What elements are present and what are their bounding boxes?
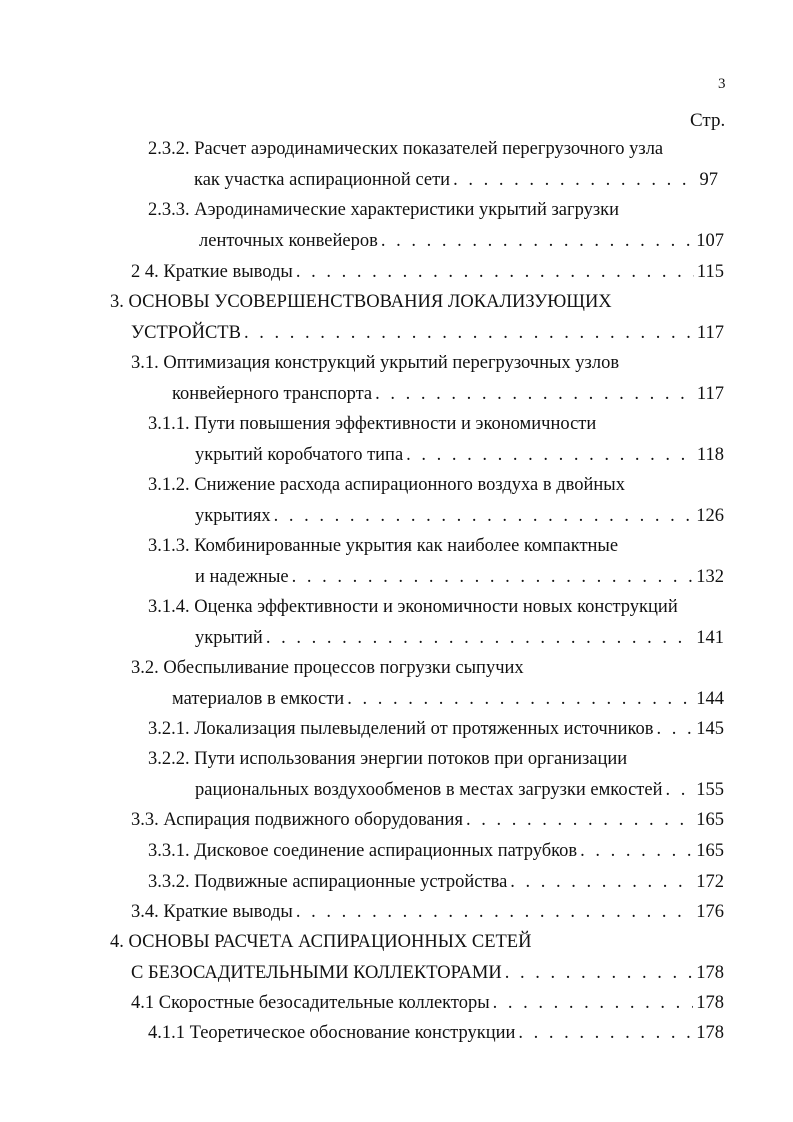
toc-page-number: 145 (696, 719, 724, 739)
toc-line (148, 870, 724, 894)
toc-line-text: 3.1.1. Пути повышения эффективности и экономичности (148, 414, 597, 434)
toc-page-number: 126 (696, 506, 724, 526)
toc-line-text: 2.3.3. Аэродинамические характеристики укрытий загрузки (148, 200, 620, 220)
toc-line (148, 412, 724, 436)
toc-line (131, 961, 724, 985)
toc-page-number: 178 (696, 1023, 724, 1043)
toc-page-number: 176 (696, 902, 724, 922)
toc-line (195, 443, 724, 467)
toc-line (131, 260, 724, 284)
toc-line-text: как участка аспирационной сети (194, 170, 451, 190)
toc-leader-dots (580, 839, 693, 863)
toc-page-number: 107 (696, 231, 724, 251)
toc-line-text: укрытий коробчатого типа (195, 445, 404, 465)
toc-line-text: 3.3.1. Дисковое соединение аспирационных патрубков (148, 841, 578, 861)
toc-line (148, 198, 728, 222)
toc-page-number: 178 (696, 993, 724, 1013)
toc-line-text: 3.3. Аспирация подвижного оборудования (131, 810, 463, 830)
toc-line (131, 991, 724, 1015)
toc-leader-dots (296, 260, 694, 284)
toc-line (131, 321, 724, 345)
toc-line-text: 3. ОСНОВЫ УСОВЕРШЕНСТВОВАНИЯ ЛОКАЛИЗУЮЩИХ (110, 292, 612, 312)
toc-line (110, 290, 710, 314)
toc-leader-dots (505, 961, 694, 985)
toc-leader-dots (406, 443, 694, 467)
toc-line (148, 137, 728, 161)
toc-line (131, 351, 724, 375)
toc-line-text: 3.3.2. Подвижные аспирационные устройства (148, 872, 508, 892)
toc-leader-dots (296, 900, 693, 924)
toc-page-number: 144 (696, 689, 724, 709)
toc-line-text: рациональных воздухообменов в местах загрузки емкостей (195, 780, 663, 800)
toc-leader-dots (453, 168, 696, 192)
toc-line (172, 687, 724, 711)
toc-line-text: материалов в емкости (172, 689, 345, 709)
toc-line-text: 2.3.2. Расчет аэродинамических показателей перегрузочного узла (148, 139, 664, 159)
toc-line (172, 382, 724, 406)
toc-line (148, 747, 724, 771)
toc-line (195, 778, 724, 802)
toc-page-number: 97 (699, 170, 718, 190)
toc-line (131, 900, 724, 924)
toc-line (148, 839, 724, 863)
toc-line (195, 504, 724, 528)
toc-line-text: 3.2.1. Локализация пылевыделений от протяженных источников (148, 719, 654, 739)
toc-page-number: 141 (696, 628, 724, 648)
toc-line-text: 3.1.4. Оценка эффективности и экономичности новых конструкций (148, 597, 678, 617)
toc-page-number: 172 (696, 872, 724, 892)
toc-line (148, 717, 724, 741)
toc-line-text: 3.1.2. Снижение расхода аспирационного воздуха в двойных (148, 475, 625, 495)
toc-line (110, 930, 710, 954)
toc-leader-dots (510, 870, 693, 894)
toc-line-text: 4.1.1 Теоретическое обоснование конструкции (148, 1023, 516, 1043)
toc-page-number: 117 (696, 384, 724, 404)
toc-line-text: 4. ОСНОВЫ РАСЧЕТА АСПИРАЦИОННЫХ СЕТЕЙ (110, 932, 532, 952)
toc-leader-dots (244, 321, 694, 345)
toc-line (194, 168, 718, 192)
toc-line (131, 808, 724, 832)
toc-line-text: ленточных конвейеров (199, 231, 378, 251)
toc-page-number: 117 (696, 323, 724, 343)
toc-page-number: 178 (696, 963, 724, 983)
toc-line (195, 626, 724, 650)
toc-leader-dots (375, 382, 694, 406)
toc-leader-dots (347, 687, 693, 711)
toc-line-text: конвейерного транспорта (172, 384, 373, 404)
toc-line-text: и надежные (195, 567, 289, 587)
page-number: 3 (718, 76, 726, 92)
toc-page-number: 115 (696, 262, 724, 282)
toc-line-text: 3.2. Обеспыливание процессов погрузки сыпучих (131, 658, 524, 678)
toc-line-text: С БЕЗОСАДИТЕЛЬНЫМИ КОЛЛЕКТОРАМИ (131, 963, 502, 983)
toc-line-text: укрытиях (195, 506, 271, 526)
toc-line (148, 534, 724, 558)
toc-page-number: 155 (696, 780, 724, 800)
toc-line (195, 565, 724, 589)
toc-line (148, 595, 724, 619)
toc-line-text: 2 4. Краткие выводы (131, 262, 293, 282)
toc-line-text: УСТРОЙСТВ (131, 323, 241, 343)
toc-leader-dots (657, 717, 694, 741)
page-column-label: Стр. (690, 110, 726, 131)
toc-page-number: 118 (696, 445, 724, 465)
toc-line (148, 1021, 724, 1045)
toc-line (131, 656, 724, 680)
toc-leader-dots (665, 778, 693, 802)
toc-line-text: 3.2.2. Пути использования энергии потоков при организации (148, 749, 628, 769)
toc-leader-dots (466, 808, 693, 832)
toc-leader-dots (518, 1021, 693, 1045)
toc-line (148, 473, 724, 497)
toc-line-text: 4.1 Скоростные безосадительные коллекторы (131, 993, 490, 1013)
toc-line (199, 229, 724, 253)
toc-line-text: укрытий (195, 628, 263, 648)
toc-line-text: 3.4. Краткие выводы (131, 902, 293, 922)
toc-leader-dots (292, 565, 694, 589)
toc-page-number: 165 (696, 810, 724, 830)
toc-leader-dots (274, 504, 694, 528)
toc-leader-dots (381, 229, 693, 253)
toc-leader-dots (493, 991, 694, 1015)
toc-leader-dots (266, 626, 693, 650)
toc-page-number: 165 (696, 841, 724, 861)
toc-line-text: 3.1.3. Комбинированные укрытия как наиболее компактные (148, 536, 619, 556)
toc-page-number: 132 (696, 567, 724, 587)
toc-line-text: 3.1. Оптимизация конструкций укрытий перегрузочных узлов (131, 353, 620, 373)
